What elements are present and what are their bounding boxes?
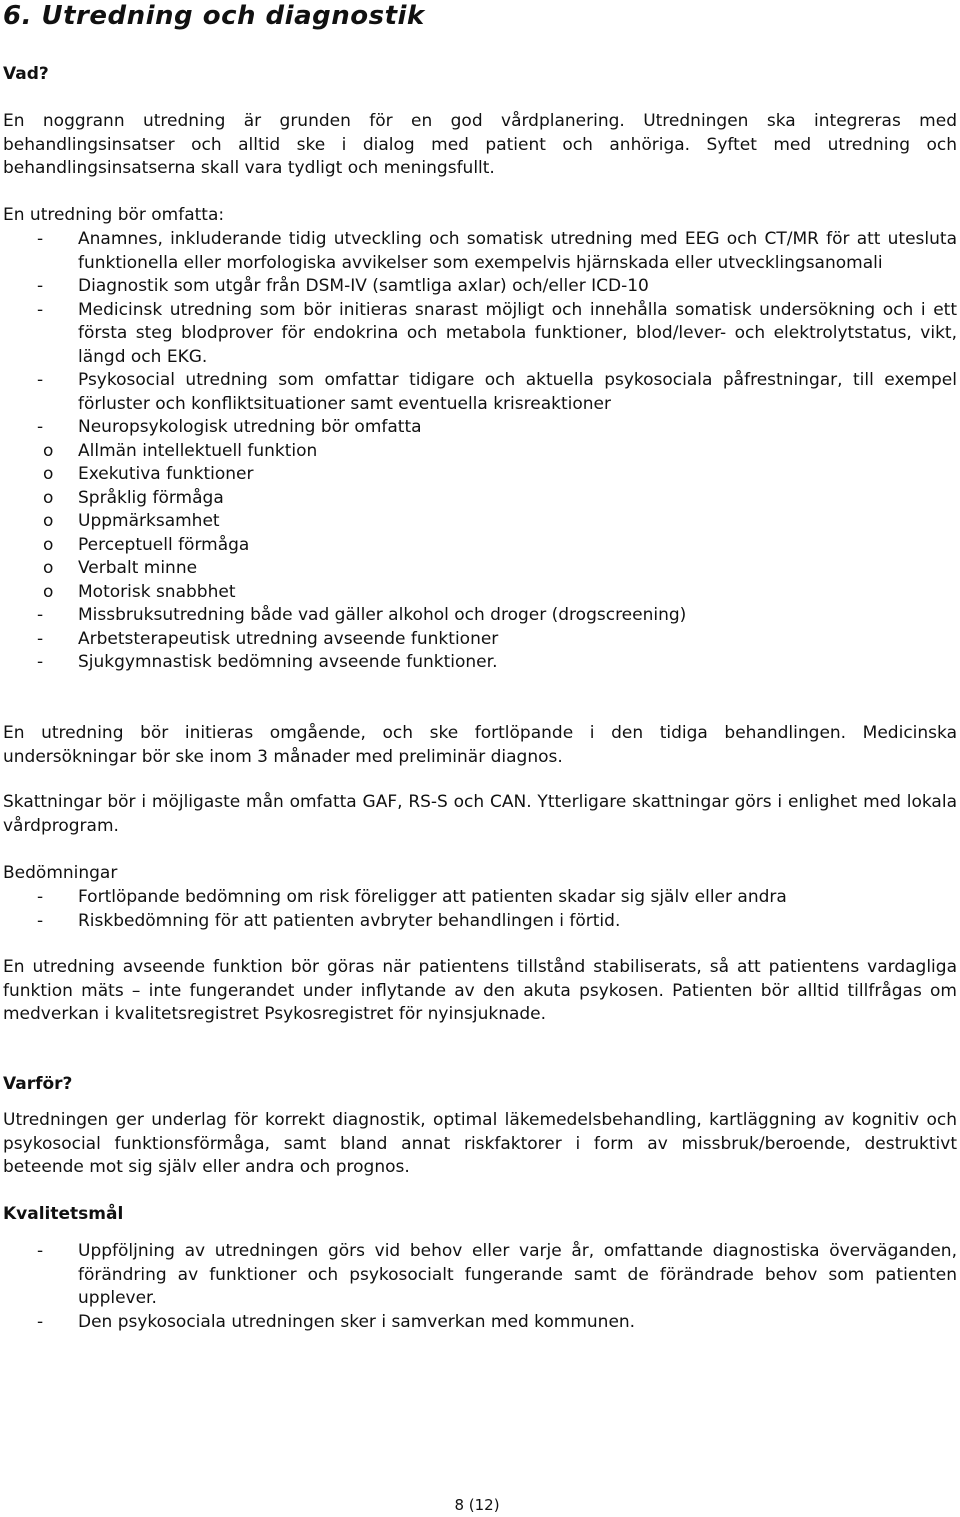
sub-list-item: o Verbalt minne: [43, 558, 198, 578]
sub-list-item: o Allmän intellektuell funktion: [43, 440, 318, 461]
sub-list-item: o Uppmärksamhet: [43, 511, 220, 531]
list-item: - Diagnostik som utgår från DSM-IV (samtliga axlar) och/eller ICD-10: [37, 276, 649, 296]
list-item: - Fortlöpande bedömning om risk föreligger att patienten skadar sig själv eller andra: [37, 887, 787, 907]
assessments-list: [3, 886, 957, 933]
list-item: - Psykosocial utredning som omfattar tidigare och aktuella psykosociala påfrestningar, till exempel förluster och konfliktsituationer samt eventuella krisreaktioner: [37, 370, 957, 414]
list-item: - Medicinsk utredning som bör initieras snarast möjligt och innehålla somatisk undersökning och i ett första steg blodprover för endokrina och metabola funktioner, blod/lever- och elektrolytstatus, vikt, längd och EKG.: [37, 299, 957, 367]
sub-list-item: o Perceptuell förmåga: [43, 534, 250, 555]
list-item: - Anamnes, inkluderande tidig utveckling och somatisk utredning med EEG och CT/MR för att utesluta funktionella eller morfologiska avvikelser som exempelvis hjärnskada eller utvecklingsanomali: [37, 229, 957, 273]
kvalitet-list: [3, 1240, 957, 1334]
scope-list: [3, 228, 957, 675]
ratings-paragraph: Skattningar bör i möjligaste mån omfatta GAF, RS-S och CAN. Ytterligare skattningar görs i enlighet med lokala vårdprogram.: [3, 792, 957, 836]
list-item: - Missbruksutredning både vad gäller alkohol och droger (drogscreening): [37, 605, 687, 625]
list-item: - Uppföljning av utredningen görs vid behov eller varje år, omfattande diagnostiska överväganden, förändring av funktioner och psykosocialt fungerande samt de förändrade behov som patienten upplever.: [37, 1241, 957, 1308]
sub-list-item: o Motorisk snabbhet: [43, 581, 236, 602]
vad-heading: Vad?: [3, 64, 49, 84]
list-item: - Arbetsterapeutisk utredning avseende funktioner: [37, 628, 499, 649]
list-item: - Neuropsykologisk utredning bör omfatta o Allmän intellektuell funktion o Exekutiva funktioner o Språklig förmåga o Uppmärksamhet o Perceptuell förmåga o Verbalt minne o Motorisk snabbhet: [3, 416, 957, 604]
scope-label: En utredning bör omfatta:: [3, 205, 225, 225]
varfor-paragraph: Utredningen ger underlag för korrekt diagnostik, optimal läkemedelsbehandling, kartläggning av kognitiv och psykosocial funktionsförmåga, samt bland annat riskfaktorer i form av missbruk/beroende, destruktivt beteende mot sig själv eller andra och prognos.: [3, 1110, 957, 1177]
list-item: - Riskbedömning för att patienten avbryter behandlingen i förtid.: [37, 910, 621, 931]
page-title: 6. Utredning och diagnostik: [3, 1, 425, 31]
sub-list-item: o Språklig förmåga: [43, 487, 224, 508]
sub-list-item: o Exekutiva funktioner: [43, 464, 254, 484]
neuro-sublist: [3, 440, 957, 605]
kvalitet-heading: Kvalitetsmål: [3, 1204, 124, 1224]
function-paragraph: En utredning avseende funktion bör göras när patientens tillstånd stabiliserats, så att patientens vardagliga funktion mäts – inte fungerandet under inflytande av den akuta psykosen. Patienten bör alltid tillfrågas om medverkan i kvalitetsregistret Psykosregistret för nyinsjuknade.: [3, 957, 957, 1024]
varfor-heading: Varför?: [3, 1074, 73, 1094]
list-item: - Sjukgymnastisk bedömning avseende funktioner.: [37, 652, 498, 672]
page-number: 8 (12): [454, 1496, 500, 1514]
intro-paragraph: En noggrann utredning är grunden för en god vårdplanering. Utredningen ska integreras med behandlingsinsatser och alltid ske i dialog med patient och anhöriga. Syftet med utredning och behandlingsinsatserna skall vara tydligt och meningsfullt.: [3, 111, 957, 178]
assessments-label: Bedömningar: [3, 863, 118, 883]
list-item: - Den psykosociala utredningen sker i samverkan med kommunen.: [37, 1311, 636, 1332]
initiation-paragraph: En utredning bör initieras omgående, och ske fortlöpande i den tidiga behandlingen. Medicinska undersökningar bör ske inom 3 månader med preliminär diagnos.: [3, 723, 957, 767]
